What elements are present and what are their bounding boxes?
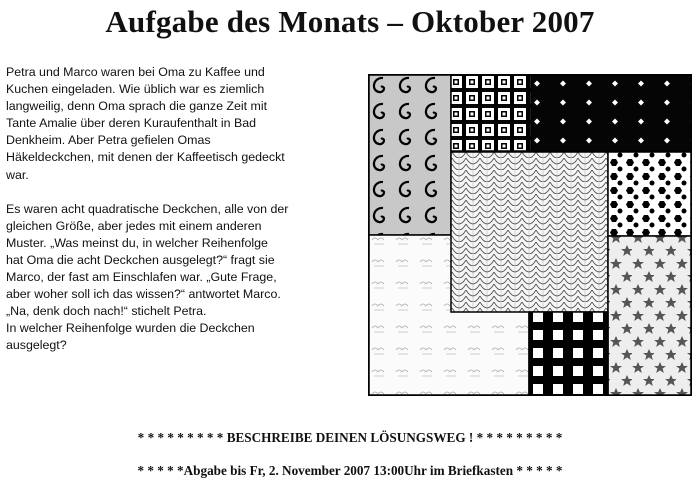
- story-line: langweilig, denn Oma sprach die ganze Zeit mit: [6, 99, 268, 114]
- story-line: Muster. „Was meinst du, in welcher Reihenfolge: [6, 235, 268, 250]
- story-line: gleichen Größe, aber jedes mit einem anderen: [6, 218, 262, 233]
- paragraph-gap: [6, 184, 362, 201]
- story-line: aber woher soll ich das wissen?“ antwortet Marco.: [6, 287, 281, 302]
- story-line: ausgelegt?: [6, 338, 67, 353]
- story-line: „Na, denk doch nach!“ stichelt Petra.: [6, 304, 207, 319]
- story-line: Häkeldeckchen, mit denen der Kaffeetisch gedeckt: [6, 150, 285, 165]
- story-text: [6, 64, 362, 355]
- story-line: In welcher Reihenfolge wurden die Deckchen: [6, 321, 255, 336]
- doilies-figure: [368, 74, 692, 396]
- story-line: Tante Amalie über deren Kuraufenthalt in Bad: [6, 116, 257, 131]
- scale-doily: [451, 152, 608, 312]
- story-line: Petra und Marco waren bei Oma zu Kaffee und: [6, 65, 265, 79]
- story-line: Marco, der fast am Einschlafen war. „Gute Frage,: [6, 270, 277, 285]
- black-diamond-doily: [531, 75, 691, 151]
- page-title: Aufgabe des Monats – Oktober 2007: [105, 4, 595, 39]
- spiral-doily: [369, 75, 451, 235]
- square-knot-doily: [451, 75, 531, 151]
- star-doily: [608, 236, 691, 395]
- story-line: Es waren acht quadratische Deckchen, alle von der: [6, 201, 289, 216]
- black-white-squares-doily: [529, 312, 608, 395]
- instruction-solution-path: * * * * * * * * * BESCHREIBE DEINEN LÖSUNGSWEG ! * * * * * * * * *: [137, 430, 563, 445]
- instruction-deadline: * * * * *Abgabe bis Fr, 2. November 2007 13:00Uhr im Briefkasten * * * * *: [137, 463, 563, 478]
- hexagon-doily: [608, 152, 691, 236]
- story-line: hat Oma die acht Deckchen ausgelegt?“ fragt sie: [6, 252, 275, 267]
- story-line: Kuchen eingeladen. Wie üblich war es ziemlich: [6, 82, 265, 97]
- story-line: war.: [6, 167, 29, 182]
- story-line: Denkheim. Aber Petra gefielen Omas: [6, 133, 211, 148]
